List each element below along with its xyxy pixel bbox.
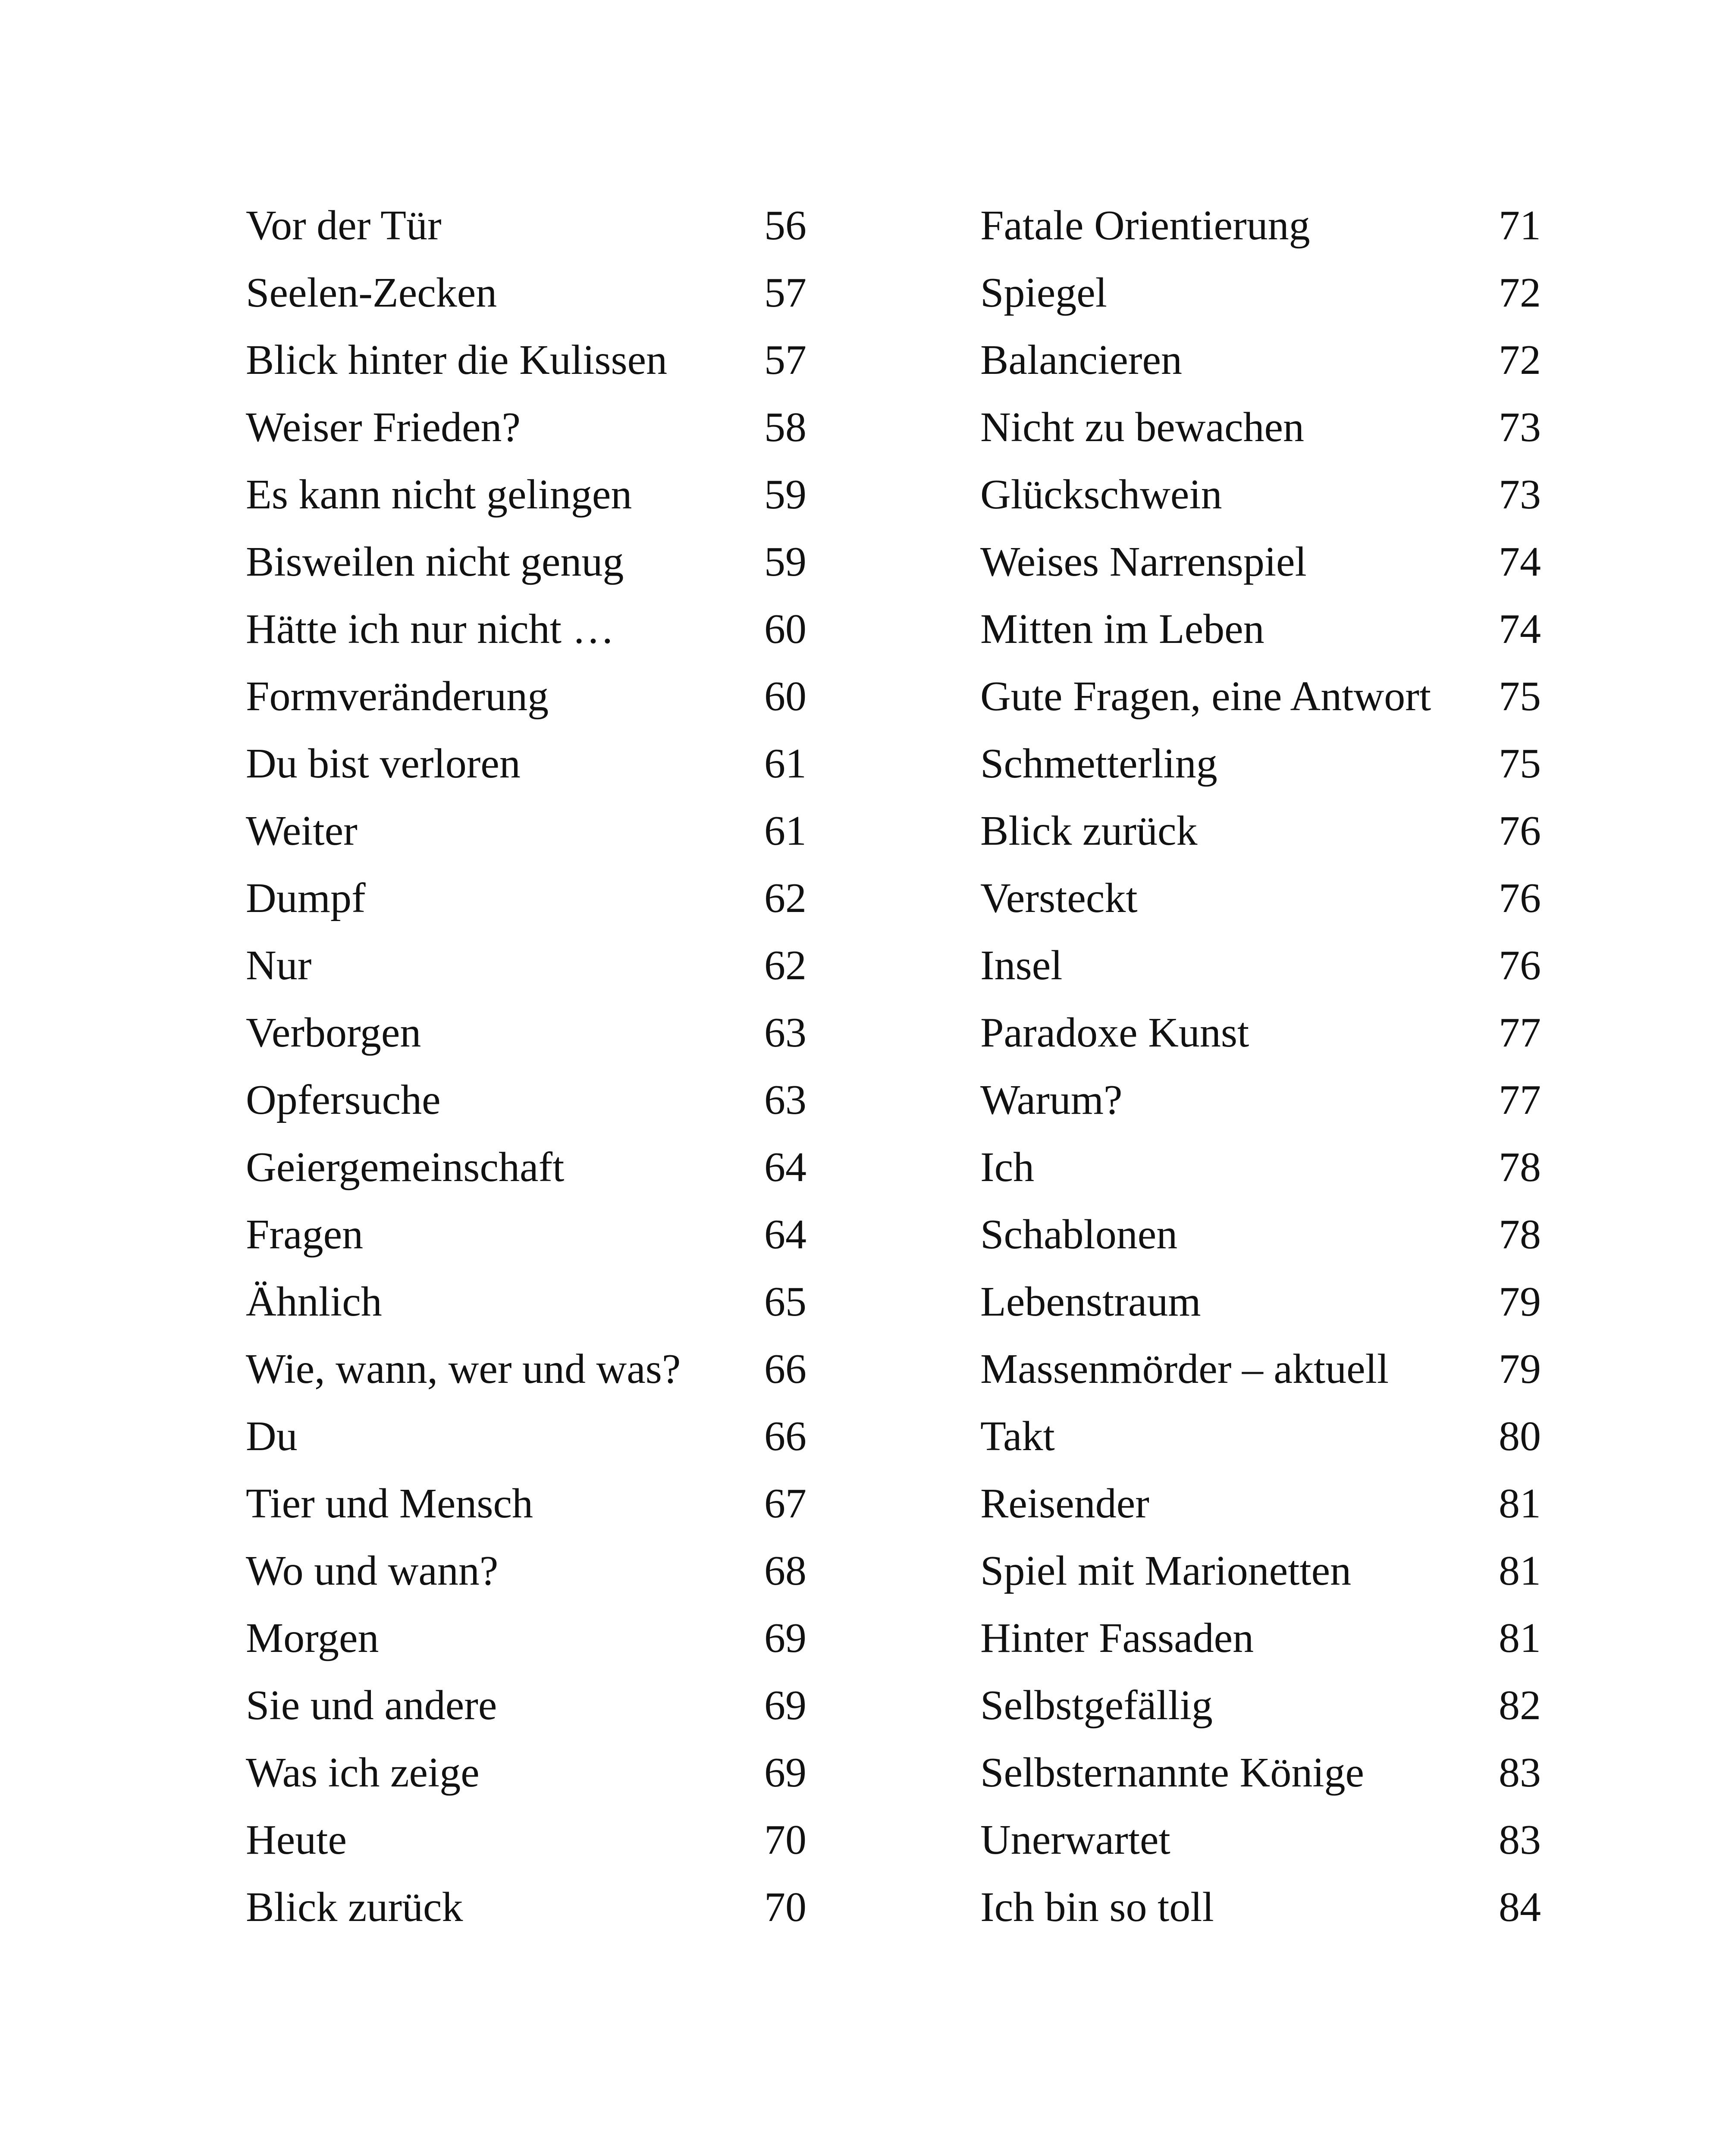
- toc-entry: [246, 461, 806, 528]
- toc-entry-page-number: 64: [764, 1144, 806, 1191]
- toc-entry-page-number: 61: [764, 808, 806, 854]
- toc-entry-page-number: 78: [1499, 1144, 1541, 1191]
- toc-entry-page-number: 78: [1499, 1211, 1541, 1258]
- toc-entry: [980, 932, 1541, 999]
- toc-entry-title: Schablonen: [980, 1211, 1178, 1258]
- toc-entry-page-number: 73: [1499, 471, 1541, 518]
- toc-entry-title: Ich bin so toll: [980, 1884, 1214, 1930]
- toc-entry-page-number: 74: [1499, 606, 1541, 652]
- toc-entry-title: Selbsternannte Könige: [980, 1749, 1364, 1796]
- toc-entry-title: Fatale Orientierung: [980, 202, 1310, 249]
- toc-entry: [980, 730, 1541, 797]
- toc-entry: [246, 1537, 806, 1604]
- toc-entry-title: Geiergemeinschaft: [246, 1144, 565, 1191]
- toc-entry: [246, 259, 806, 326]
- toc-entry: [980, 1066, 1541, 1134]
- toc-entry: [980, 259, 1541, 326]
- toc-entry-page-number: 68: [764, 1548, 806, 1594]
- toc-entry-title: Formveränderung: [246, 673, 549, 720]
- toc-entry: [980, 797, 1541, 865]
- toc-entry-page-number: 77: [1499, 1077, 1541, 1123]
- toc-entry-page-number: 60: [764, 606, 806, 652]
- toc-entry-title: Glückschwein: [980, 471, 1222, 518]
- toc-entry-page-number: 62: [764, 942, 806, 989]
- toc-entry-page-number: 62: [764, 875, 806, 921]
- toc-entry-title: Verborgen: [246, 1009, 421, 1056]
- toc-entry-page-number: 84: [1499, 1884, 1541, 1930]
- toc-entry: [246, 192, 806, 259]
- toc-entry-page-number: 75: [1499, 673, 1541, 720]
- toc-entry: [246, 999, 806, 1066]
- toc-entry: [246, 394, 806, 461]
- toc-entry: [980, 192, 1541, 259]
- toc-right-column: [980, 192, 1541, 1941]
- toc-entry: [246, 932, 806, 999]
- toc-entry-title: Nicht zu bewachen: [980, 404, 1304, 451]
- toc-entry-title: Hinter Fassaden: [980, 1615, 1254, 1661]
- toc-entry-title: Takt: [980, 1413, 1055, 1460]
- toc-entry: [980, 528, 1541, 595]
- toc-entry-page-number: 57: [764, 337, 806, 383]
- toc-entry-title: Blick zurück: [980, 808, 1198, 854]
- toc-entry-title: Es kann nicht gelingen: [246, 471, 632, 518]
- toc-left-column: [246, 192, 806, 1941]
- toc-entry-title: Seelen-Zecken: [246, 270, 497, 316]
- toc-entry: [246, 1874, 806, 1941]
- toc-entry-page-number: 65: [764, 1279, 806, 1325]
- toc-entry-page-number: 70: [764, 1884, 806, 1930]
- toc-entry-page-number: 83: [1499, 1749, 1541, 1796]
- toc-entry-page-number: 76: [1499, 942, 1541, 989]
- toc-entry-title: Fragen: [246, 1211, 364, 1258]
- toc-entry: [246, 797, 806, 865]
- toc-entry-title: Was ich zeige: [246, 1749, 480, 1796]
- toc-entry-title: Lebenstraum: [980, 1279, 1201, 1325]
- toc-entry: [246, 595, 806, 663]
- toc-entry: [246, 730, 806, 797]
- toc-entry-page-number: 72: [1499, 270, 1541, 316]
- toc-entry-title: Balancieren: [980, 337, 1182, 383]
- toc-entry-title: Nur: [246, 942, 312, 989]
- toc-entry-page-number: 69: [764, 1682, 806, 1729]
- toc-entry-title: Blick hinter die Kulissen: [246, 337, 668, 383]
- toc-entry-page-number: 58: [764, 404, 806, 451]
- toc-entry: [980, 1604, 1541, 1672]
- toc-entry-title: Ähnlich: [246, 1279, 382, 1325]
- toc-entry-title: Du bist verloren: [246, 740, 521, 787]
- toc-entry-page-number: 63: [764, 1077, 806, 1123]
- toc-entry-title: Schmetterling: [980, 740, 1217, 787]
- toc-entry-page-number: 79: [1499, 1346, 1541, 1392]
- toc-entry: [980, 1470, 1541, 1537]
- toc-entry-title: Du: [246, 1413, 298, 1460]
- toc-entry: [980, 1268, 1541, 1335]
- toc-entry: [246, 1134, 806, 1201]
- toc-entry-title: Sie und andere: [246, 1682, 497, 1729]
- toc-entry-title: Gute Fragen, eine Antwort: [980, 673, 1431, 720]
- toc-entry: [980, 1201, 1541, 1268]
- toc-entry-page-number: 80: [1499, 1413, 1541, 1460]
- toc-entry-title: Heute: [246, 1817, 347, 1863]
- toc-entry-page-number: 71: [1499, 202, 1541, 249]
- toc-entry-page-number: 61: [764, 740, 806, 787]
- toc-entry: [980, 1134, 1541, 1201]
- toc-entry-page-number: 81: [1499, 1480, 1541, 1527]
- toc-entry-title: Wo und wann?: [246, 1548, 499, 1594]
- toc-entry-page-number: 75: [1499, 740, 1541, 787]
- toc-entry: [980, 1672, 1541, 1739]
- toc-entry: [246, 1470, 806, 1537]
- toc-entry-title: Hätte ich nur nicht …: [246, 606, 615, 652]
- toc-entry: [246, 663, 806, 730]
- toc-entry-title: Massenmörder – aktuell: [980, 1346, 1389, 1392]
- toc-entry-title: Tier und Mensch: [246, 1480, 533, 1527]
- toc-entry-title: Dumpf: [246, 875, 366, 921]
- toc-entry-page-number: 73: [1499, 404, 1541, 451]
- toc-entry: [246, 1268, 806, 1335]
- toc-entry-title: Ich: [980, 1144, 1035, 1191]
- toc-entry-page-number: 70: [764, 1817, 806, 1863]
- toc-entry-title: Paradoxe Kunst: [980, 1009, 1249, 1056]
- toc-entry-page-number: 60: [764, 673, 806, 720]
- toc-entry-title: Spiel mit Marionetten: [980, 1548, 1352, 1594]
- toc-entry: [246, 1739, 806, 1806]
- toc-entry: [246, 1604, 806, 1672]
- toc-entry-title: Insel: [980, 942, 1063, 989]
- toc-entry-page-number: 59: [764, 539, 806, 585]
- toc-entry: [980, 663, 1541, 730]
- toc-entry-title: Warum?: [980, 1077, 1123, 1123]
- toc-entry-title: Vor der Tür: [246, 202, 442, 249]
- toc-entry-page-number: 67: [764, 1480, 806, 1527]
- toc-entry-title: Versteckt: [980, 875, 1138, 921]
- toc-entry: [980, 1335, 1541, 1403]
- toc-entry: [246, 1335, 806, 1403]
- toc-entry-page-number: 66: [764, 1346, 806, 1392]
- toc-entry: [246, 1806, 806, 1874]
- toc-entry: [246, 1201, 806, 1268]
- toc-entry-title: Opfersuche: [246, 1077, 441, 1123]
- toc-entry: [980, 1403, 1541, 1470]
- toc-entry-page-number: 57: [764, 270, 806, 316]
- toc-entry-page-number: 69: [764, 1749, 806, 1796]
- toc-entry: [980, 326, 1541, 394]
- toc-entry: [980, 1806, 1541, 1874]
- toc-entry-title: Weiter: [246, 808, 358, 854]
- toc-entry: [246, 1672, 806, 1739]
- toc-entry-title: Morgen: [246, 1615, 379, 1661]
- toc-entry-title: Reisender: [980, 1480, 1149, 1527]
- toc-entry-page-number: 81: [1499, 1615, 1541, 1661]
- toc-entry: [246, 1066, 806, 1134]
- toc-entry-page-number: 82: [1499, 1682, 1541, 1729]
- toc-entry: [246, 528, 806, 595]
- toc-entry: [980, 394, 1541, 461]
- toc-entry-title: Wie, wann, wer und was?: [246, 1346, 681, 1392]
- toc-entry-title: Weises Narrenspiel: [980, 539, 1307, 585]
- toc-entry-page-number: 63: [764, 1009, 806, 1056]
- toc-entry: [980, 461, 1541, 528]
- toc-entry-page-number: 66: [764, 1413, 806, 1460]
- toc-entry: [246, 1403, 806, 1470]
- toc-entry: [980, 1739, 1541, 1806]
- toc-entry-title: Blick zurück: [246, 1884, 463, 1930]
- toc-entry-title: Selbstgefällig: [980, 1682, 1213, 1729]
- toc-entry-page-number: 76: [1499, 808, 1541, 854]
- toc-entry-page-number: 83: [1499, 1817, 1541, 1863]
- toc-entry-page-number: 59: [764, 471, 806, 518]
- toc-entry: [246, 326, 806, 394]
- toc-entry-page-number: 77: [1499, 1009, 1541, 1056]
- toc-entry-page-number: 81: [1499, 1548, 1541, 1594]
- toc-entry-page-number: 72: [1499, 337, 1541, 383]
- toc-entry: [980, 1537, 1541, 1604]
- toc-entry-page-number: 64: [764, 1211, 806, 1258]
- toc-entry: [980, 595, 1541, 663]
- toc-entry-title: Unerwartet: [980, 1817, 1170, 1863]
- toc-entry-title: Mitten im Leben: [980, 606, 1264, 652]
- toc-entry: [980, 999, 1541, 1066]
- toc-entry-page-number: 56: [764, 202, 806, 249]
- toc-entry-title: Spiegel: [980, 270, 1107, 316]
- toc-entry: [980, 865, 1541, 932]
- toc-entry: [246, 865, 806, 932]
- toc-entry-title: Weiser Frieden?: [246, 404, 521, 451]
- toc-entry: [980, 1874, 1541, 1941]
- toc-entry-title: Bisweilen nicht genug: [246, 539, 624, 585]
- toc-entry-page-number: 69: [764, 1615, 806, 1661]
- toc-entry-page-number: 76: [1499, 875, 1541, 921]
- toc-entry-page-number: 79: [1499, 1279, 1541, 1325]
- toc-entry-page-number: 74: [1499, 539, 1541, 585]
